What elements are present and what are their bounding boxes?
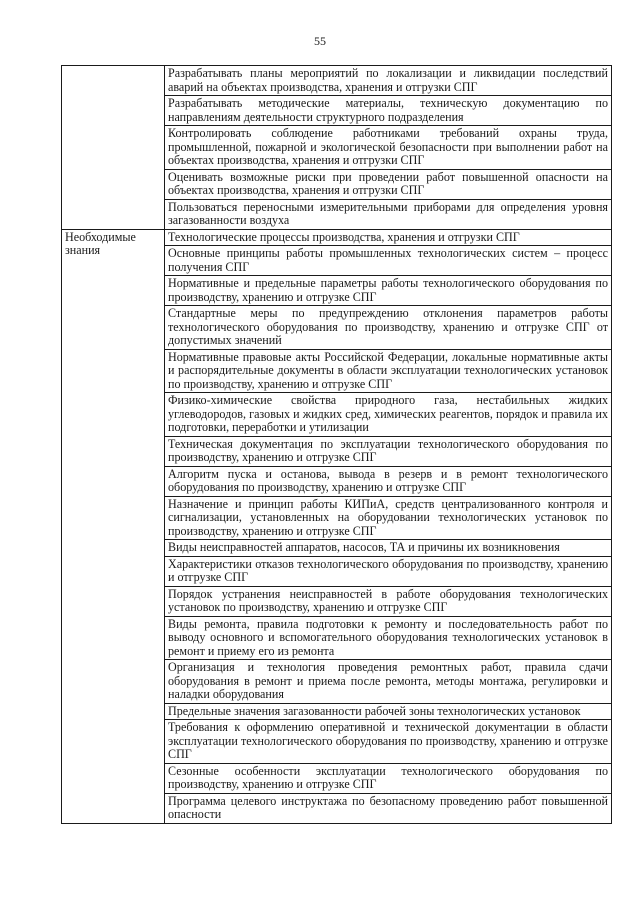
knowledge-cell: Требования к оформлению оперативной и технической документации в области эксплуатации технологического оборудования по производству, хранению и отгрузке СПГ — [165, 720, 612, 764]
knowledge-cell: Нормативные правовые акты Российской Федерации, локальные нормативные акты и распорядительные документы в области эксплуатации технологических установок по производству, хранению и отгрузке СПГ — [165, 349, 612, 393]
table-row — [62, 66, 612, 96]
knowledge-cell: Виды ремонта, правила подготовки к ремонту и последовательность работ по выводу основного и вспомогательного оборудования технологических установок в ремонт и приему его из ремонта — [165, 616, 612, 660]
knowledge-label-cell — [62, 229, 165, 823]
knowledge-cell: Характеристики отказов технологического оборудования по производству, хранению и отгрузке СПГ — [165, 556, 612, 586]
knowledge-cell: Виды неисправностей аппаратов, насосов, ТА и причины их возникновения — [165, 540, 612, 557]
page-number: 55 — [314, 34, 326, 48]
knowledge-cell: Основные принципы работы промышленных технологических систем – процесс получения СПГ — [165, 246, 612, 276]
competency-table — [61, 65, 612, 824]
knowledge-cell: Технологические процессы производства, хранения и отгрузки СПГ — [165, 229, 612, 246]
knowledge-label: Необходимые знания — [65, 229, 136, 257]
knowledge-cell: Организация и технология проведения ремонтных работ, правила сдачи оборудования в ремонт и приема после ремонта, методы монтажа, регулировки и наладки оборудования — [165, 660, 612, 704]
skill-cell: Разрабатывать методические материалы, техническую документацию по направлениям деятельности структурного подразделения — [165, 96, 612, 126]
knowledge-cell: Физико-химические свойства природного газа, нестабильных жидких углеводородов, газовых и жидких сред, химических реагентов, порядок и правила их подготовки, переработки и утилизации — [165, 393, 612, 437]
knowledge-cell: Предельные значения загазованности рабочей зоны технологических установок — [165, 703, 612, 720]
knowledge-cell: Нормативные и предельные параметры работы технологического оборудования по производству, хранению и отгрузке СПГ — [165, 276, 612, 306]
skills-label-cell — [62, 66, 165, 230]
knowledge-cell: Техническая документация по эксплуатации технологического оборудования по производству, хранению и отгрузке СПГ — [165, 436, 612, 466]
skill-cell: Контролировать соблюдение работниками требований охраны труда, промышленной, пожарной и экологической безопасности при выполнении работ на объектах производства, хранения и отгрузки СПГ — [165, 126, 612, 170]
knowledge-cell: Назначение и принцип работы КИПиА, средств централизованного контроля и сигнализации, установленных на оборудовании технологических установок по производству, хранению и отгрузке СПГ — [165, 496, 612, 540]
table-row — [62, 229, 612, 246]
knowledge-cell: Порядок устранения неисправностей в работе оборудования технологических установок по производству, хранению и отгрузке СПГ — [165, 586, 612, 616]
knowledge-cell: Стандартные меры по предупреждению отклонения параметров работы технологического оборудования по производству, хранению и отгрузке СПГ от допустимых значений — [165, 306, 612, 350]
knowledge-cell: Программа целевого инструктажа по безопасному проведению работ повышенной опасности — [165, 793, 612, 823]
skill-cell: Оценивать возможные риски при проведении работ повышенной опасности на объектах производства, хранения и отгрузки СПГ — [165, 169, 612, 199]
knowledge-cell: Алгоритм пуска и останова, вывода в резерв и в ремонт технологического оборудования по производству, хранению и отгрузке СПГ — [165, 466, 612, 496]
skill-cell: Пользоваться переносными измерительными приборами для определения уровня загазованности воздуха — [165, 199, 612, 229]
knowledge-cell: Сезонные особенности эксплуатации технологического оборудования по производству, хранению и отгрузке СПГ — [165, 763, 612, 793]
skill-cell: Разрабатывать планы мероприятий по локализации и ликвидации последствий аварий на объектах производства, хранения и отгрузки СПГ — [165, 66, 612, 96]
